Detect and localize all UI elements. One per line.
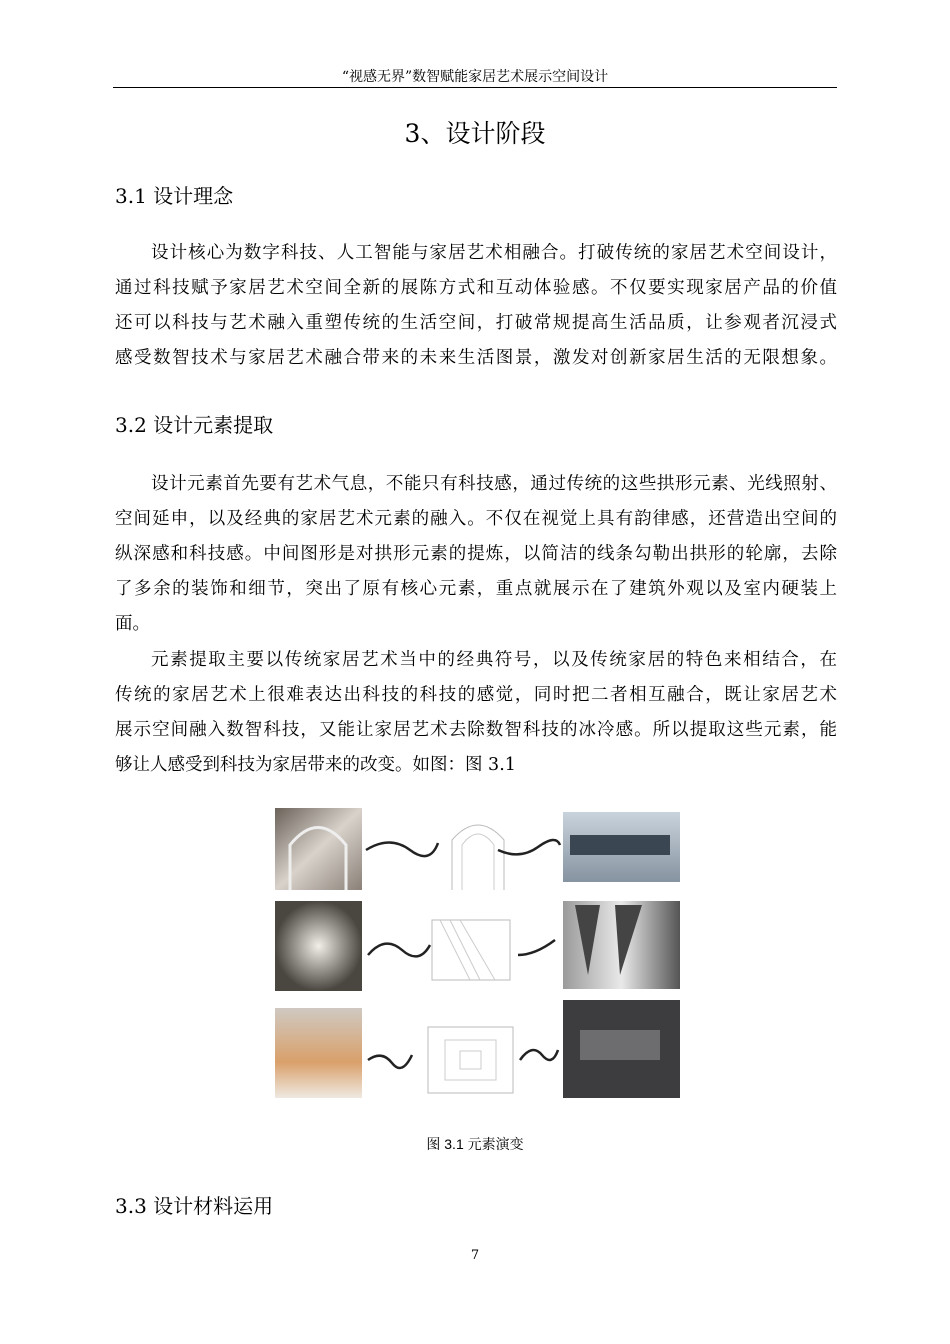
text-line: 还可以科技与艺术融入重塑传统的生活空间，打破常规提高生活品质，让参观者沉浸式: [115, 313, 837, 333]
text-line: 面。: [115, 614, 150, 634]
section-heading-3-3: 3.3 设计材料运用: [115, 1194, 274, 1218]
header-rule: [113, 87, 837, 88]
row-light: [275, 901, 680, 991]
figure-element-evolution: [270, 805, 690, 1100]
figure-illustration: [270, 805, 690, 1100]
text-line: 展示空间融入数智科技，又能让家居艺术去除数智科技的冰冷感。所以提取这些元素，能: [115, 720, 837, 740]
text-line: 传统的家居艺术上很难表达出科技的科技的感觉，同时把二者相互融合，既让家居艺术: [115, 685, 837, 705]
text-line: 设计元素首先要有艺术气息，不能只有科技感，通过传统的这些拱形元素、光线照射、: [151, 474, 837, 494]
figure-caption: 图 3.1 元素演变: [426, 1136, 524, 1152]
text-line: 通过科技赋予家居艺术空间全新的展陈方式和互动体验感。不仅要实现家居产品的价值: [115, 278, 837, 298]
row-corridor: [275, 1000, 680, 1098]
section-heading-3-1: 3.1 设计理念: [115, 184, 234, 208]
text-line: 设计核心为数字科技、人工智能与家居艺术相融合。打破传统的家居艺术空间设计，: [151, 243, 837, 263]
running-header: “视感无界”数智赋能家居艺术展示空间设计: [341, 69, 609, 85]
page-number: 7: [470, 1248, 480, 1263]
row-arch: [275, 808, 680, 890]
chapter-title: 3、设计阶段: [404, 119, 546, 148]
paragraph-3-2b: [115, 643, 837, 783]
paragraph-3-2a: [115, 467, 837, 642]
text-line: 够让人感受到科技为家居带来的改变。如图：图 3.1: [115, 755, 516, 775]
text-line: 元素提取主要以传统家居艺术当中的经典符号，以及传统家居的特色来相结合，在: [151, 650, 837, 670]
text-line: 纵深感和科技感。中间图形是对拱形元素的提炼，以简洁的线条勾勒出拱形的轮廓，去除: [115, 544, 837, 564]
text-line: 空间延申，以及经典的家居艺术元素的融入。不仅在视觉上具有韵律感，还营造出空间的: [115, 509, 837, 529]
text-line: 了多余的装饰和细节，突出了原有核心元素，重点就展示在了建筑外观以及室内硬装上: [115, 579, 837, 599]
text-line: 感受数智技术与家居艺术融合带来的未来生活图景，激发对创新家居生活的无限想象。: [115, 348, 837, 368]
section-heading-3-2: 3.2 设计元素提取: [115, 413, 274, 437]
paragraph-3-1: [115, 236, 837, 376]
